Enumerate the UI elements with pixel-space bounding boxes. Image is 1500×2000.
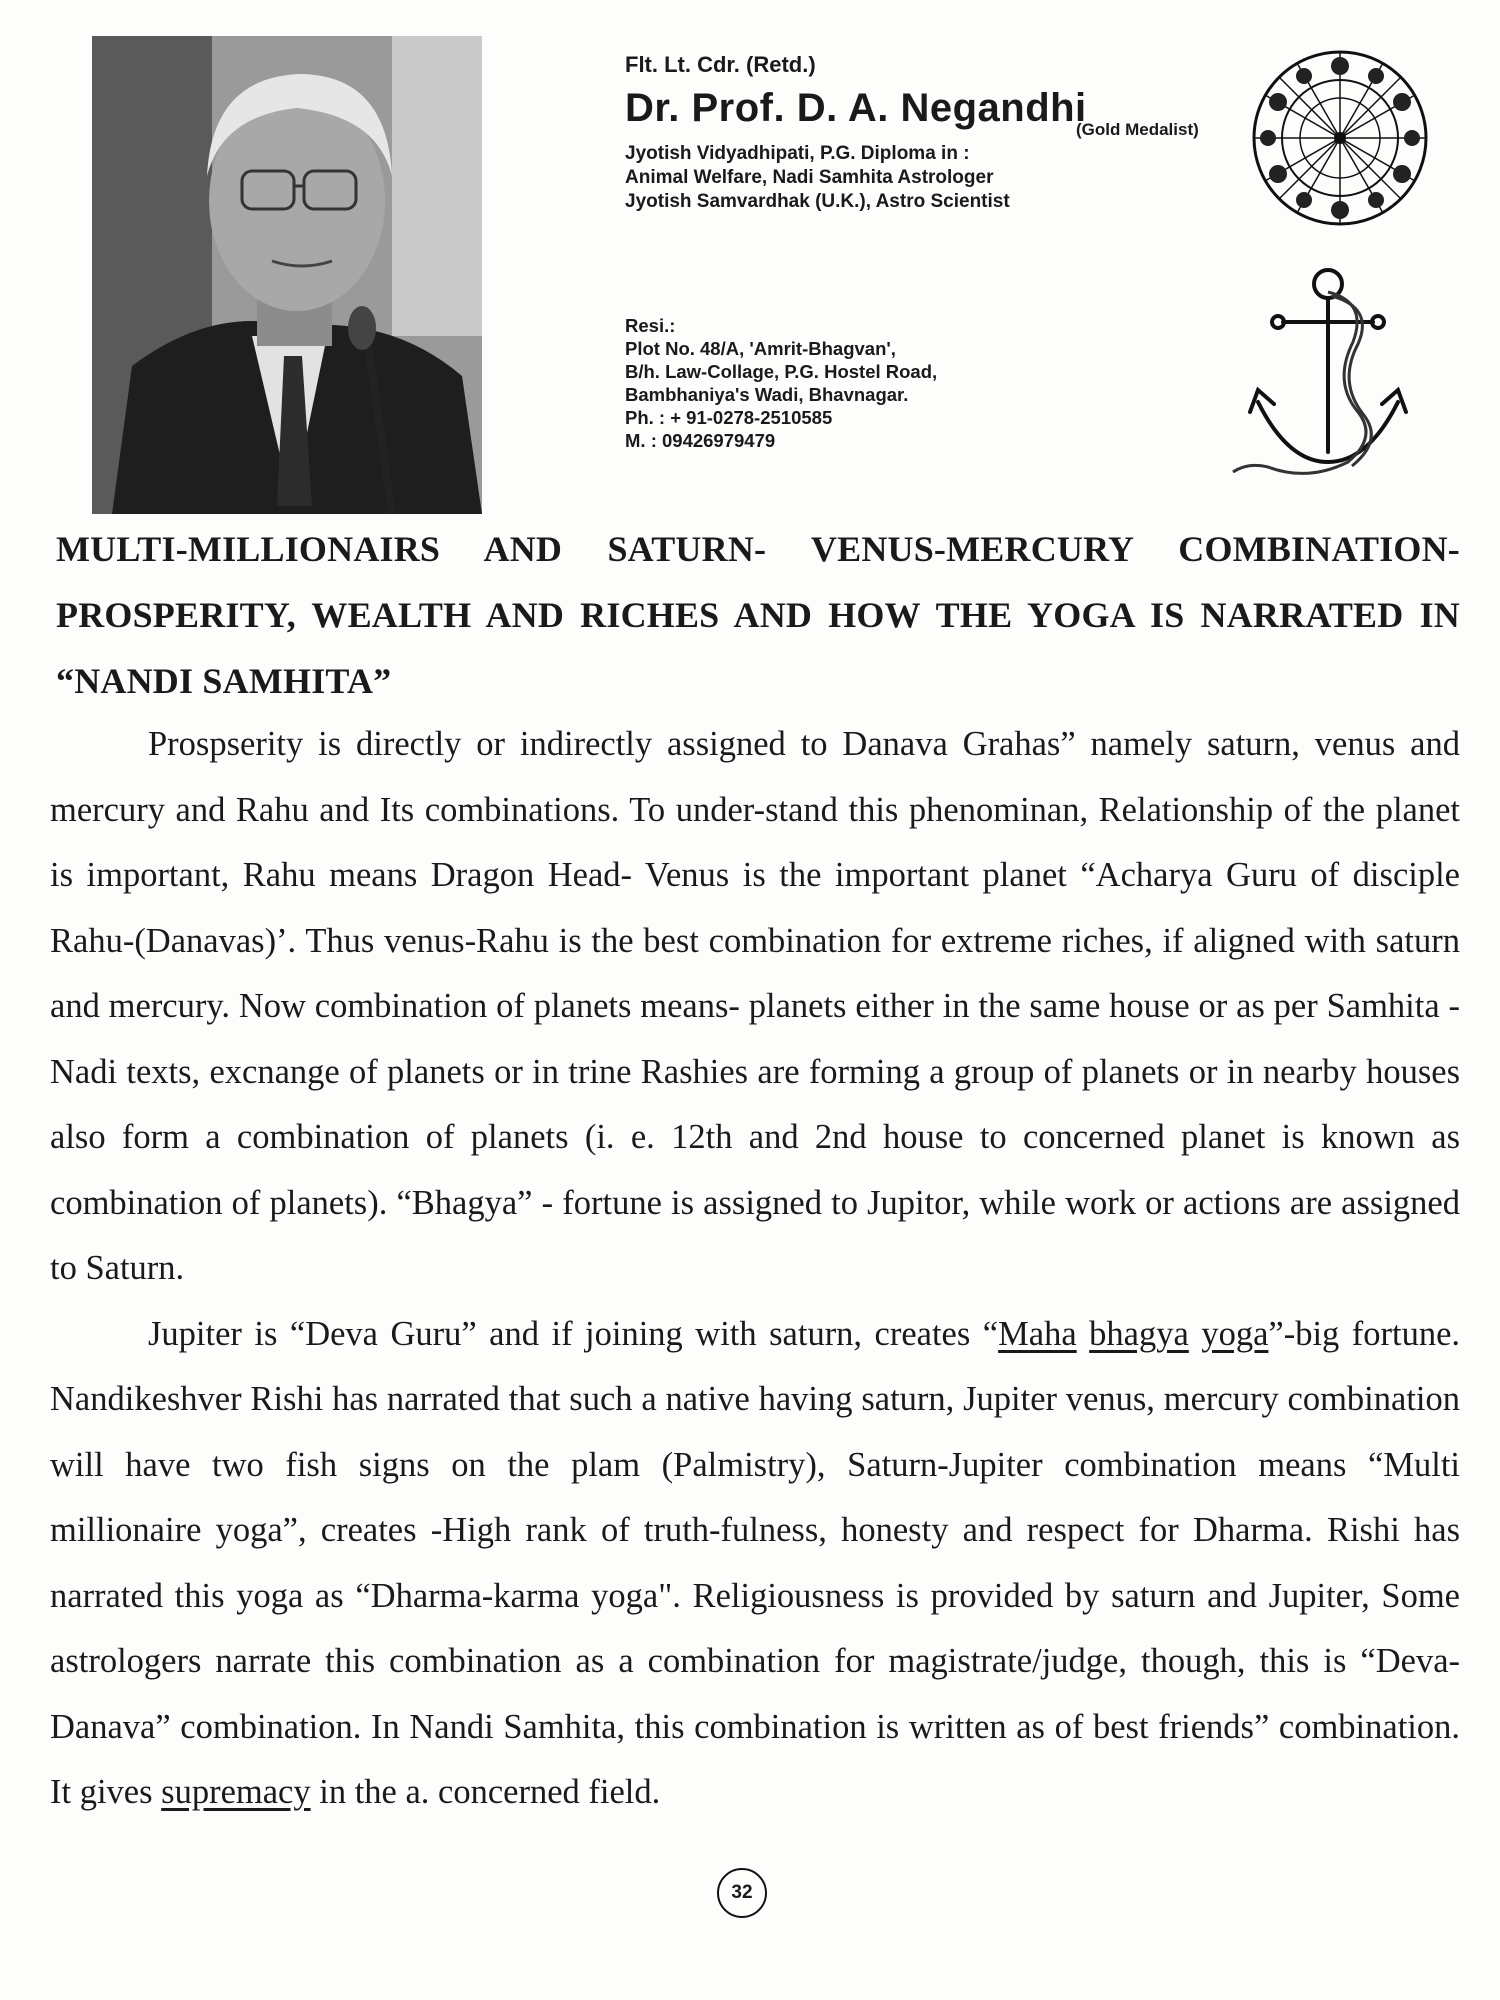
underlined-maha: Maha <box>998 1314 1077 1353</box>
address-line: Bambhaniya's Wadi, Bhavnagar. <box>625 384 909 405</box>
anchor-icon <box>1228 262 1428 492</box>
qualification-line: Jyotish Samvardhak (U.K.), Astro Scientist <box>625 191 1010 212</box>
zodiac-wheel-icon <box>1250 48 1430 228</box>
underlined-supremacy: supremacy <box>161 1773 311 1811</box>
paragraph-2-text: ”-big fortune. Nandikeshver Rishi has narrated that such a native having saturn, Jupiter venus, mercury combination will have two fish signs on the plam (Palmistry), Saturn-Jupiter combination means “Multi millionaire yoga”, creates -High rank of truth-fulness, honesty and respect for Dharma. Rishi has narrated this yoga as “Dharma-karma yoga". Religiousness is provided by saturn and Jupiter, Some astrologers narrate this combination as a combination for magistrate/judge, though, this is “Deva-Danava” combination. In Nandi Samhita, this combination is written as of best friends” combination. It gives <box>50 1314 1461 1811</box>
paragraph-1: Prospserity is directly or indirectly assigned to Danava Grahas” namely saturn, venus and mercury and Rahu and Its combinations. To under-stand this phenominan, Relationship of the planet is important, Rahu means Dragon Head- Venus is the important planet “Acharya Guru of disciple Rahu-(Danavas)’. Thus venus-Rahu is the best combination for extreme riches, if aligned with saturn and mercury. Now combination of planets means- planets either in the same house or as per Samhita - Nadi texts, excnange of planets or in trine Rashies are forming a group of planets or in nearby houses also form a combination of planets (i. e. 12th and 2nd house to concerned planet is known as combination of planets). “Bhagya” - fortune is assigned to Jupitor, while work or actions are assigned to Saturn. <box>50 725 1460 1287</box>
phone-line: Ph. : + 91-0278-2510585 <box>625 407 833 428</box>
qualification-line: Animal Welfare, Nadi Samhita Astrologer <box>625 167 994 188</box>
mobile-line: M. : 09426979479 <box>625 430 776 451</box>
paragraph-2 <box>50 1302 1460 1826</box>
qualification-line: Jyotish Vidyadhipati, P.G. Diploma in : <box>625 143 970 164</box>
author-qualifications <box>625 142 1010 214</box>
article-title: MULTI-MILLIONAIRS AND SATURN- VENUS-MERCURY COMBINATION- PROSPERITY, WEALTH AND RICHES AND HOW THE YOGA IS NARRATED IN “NANDI SAMHITA” <box>56 529 1460 701</box>
author-photo <box>92 36 482 514</box>
page-number: 32 <box>717 1868 767 1918</box>
article-body <box>50 712 1460 1826</box>
author-name: Dr. Prof. D. A. Negandhi <box>625 86 1087 130</box>
underlined-bhagya: bhagya <box>1089 1314 1189 1353</box>
author-address <box>625 314 937 452</box>
paragraph-2-text: in the a. concerned field. <box>310 1773 661 1811</box>
address-line: Resi.: <box>625 315 676 336</box>
address-line: B/h. Law-Collage, P.G. Hostel Road, <box>625 361 938 382</box>
paragraph-2-text: Jupiter is “Deva Guru” and if joining with saturn, creates “ <box>148 1314 999 1353</box>
author-rank: Flt. Lt. Cdr. (Retd.) <box>625 52 816 77</box>
underlined-yoga: yoga <box>1201 1314 1269 1353</box>
address-line: Plot No. 48/A, 'Amrit-Bhagvan', <box>625 338 896 359</box>
gold-medalist-label: (Gold Medalist) <box>1076 120 1199 139</box>
